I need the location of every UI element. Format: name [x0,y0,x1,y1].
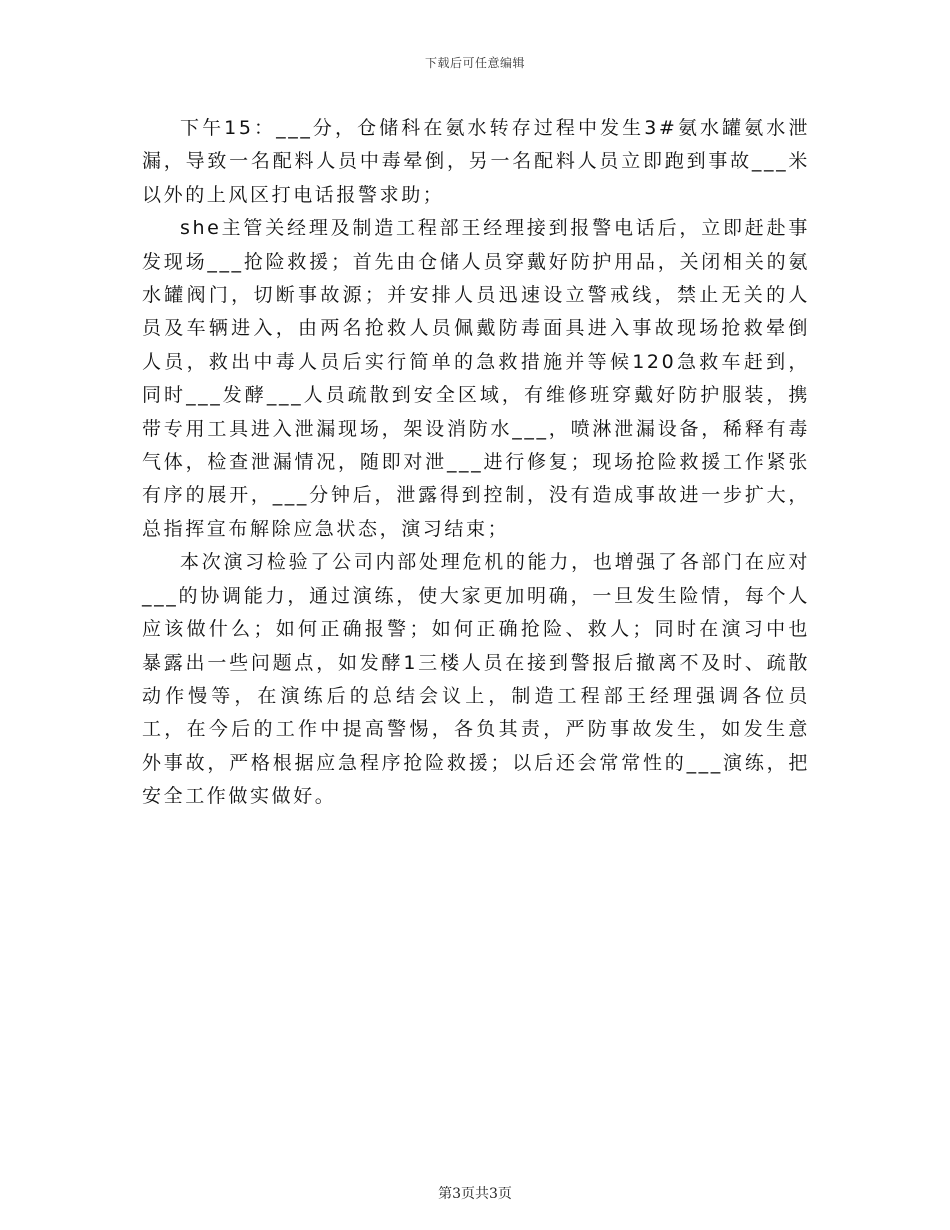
page-number: 第3页共3页 [438,1186,512,1202]
document-body [142,112,810,814]
paragraph-rescue-response: she主管关经理及制造工程部王经理接到报警电话后，立即赶赴事发现场___抢险救援；首先由仓储人员穿戴好防护用品，关闭相关的氨水罐阀门，切断事故源；并安排人员迅速设立警戒线，禁止无关的人员及车辆进入，由两名抢救人员佩戴防毒面具进入事故现场抢救晕倒人员，救出中毒人员后实行简单的急救措施并等候120急救车赶到，同时___发酵___人员疏散到安全区域，有维修班穿戴好防护服装，携带专用工具进入泄漏现场，架设消防水___，喷淋泄漏设备，稀释有毒气体，检查泄漏情况，随即对泄___进行修复；现场抢险救援工作紧张有序的展开，___分钟后，泄露得到控制，没有造成事故进一步扩大，总指挥宣布解除应急状态，演习结束； [142,217,810,540]
page-header-note: 下载后可任意编辑 [424,56,525,70]
paragraph-leak-incident: 下午15：___分，仓储科在氨水转存过程中发生3#氨水罐氨水泄漏，导致一名配料人员中毒晕倒，另一名配料人员立即跑到事故___米以外的上风区打电话报警求助； [142,117,810,206]
paragraph-drill-summary: 本次演习检验了公司内部处理危机的能力，也增强了各部门在应对___的协调能力，通过演练，使大家更加明确，一旦发生险情，每个人应该做什么；如何正确报警；如何正确抢险、救人；同时在演习中也暴露出一些问题点，如发酵1三楼人员在接到警报后撤离不及时、疏散动作慢等，在演练后的总结会议上，制造工程部王经理强调各位员工，在今后的工作中提高警惕，各负其责，严防事故发生，如发生意外事故，严格根据应急程序抢险救援；以后还会常常性的___演练，把安全工作做实做好。 [142,551,810,808]
